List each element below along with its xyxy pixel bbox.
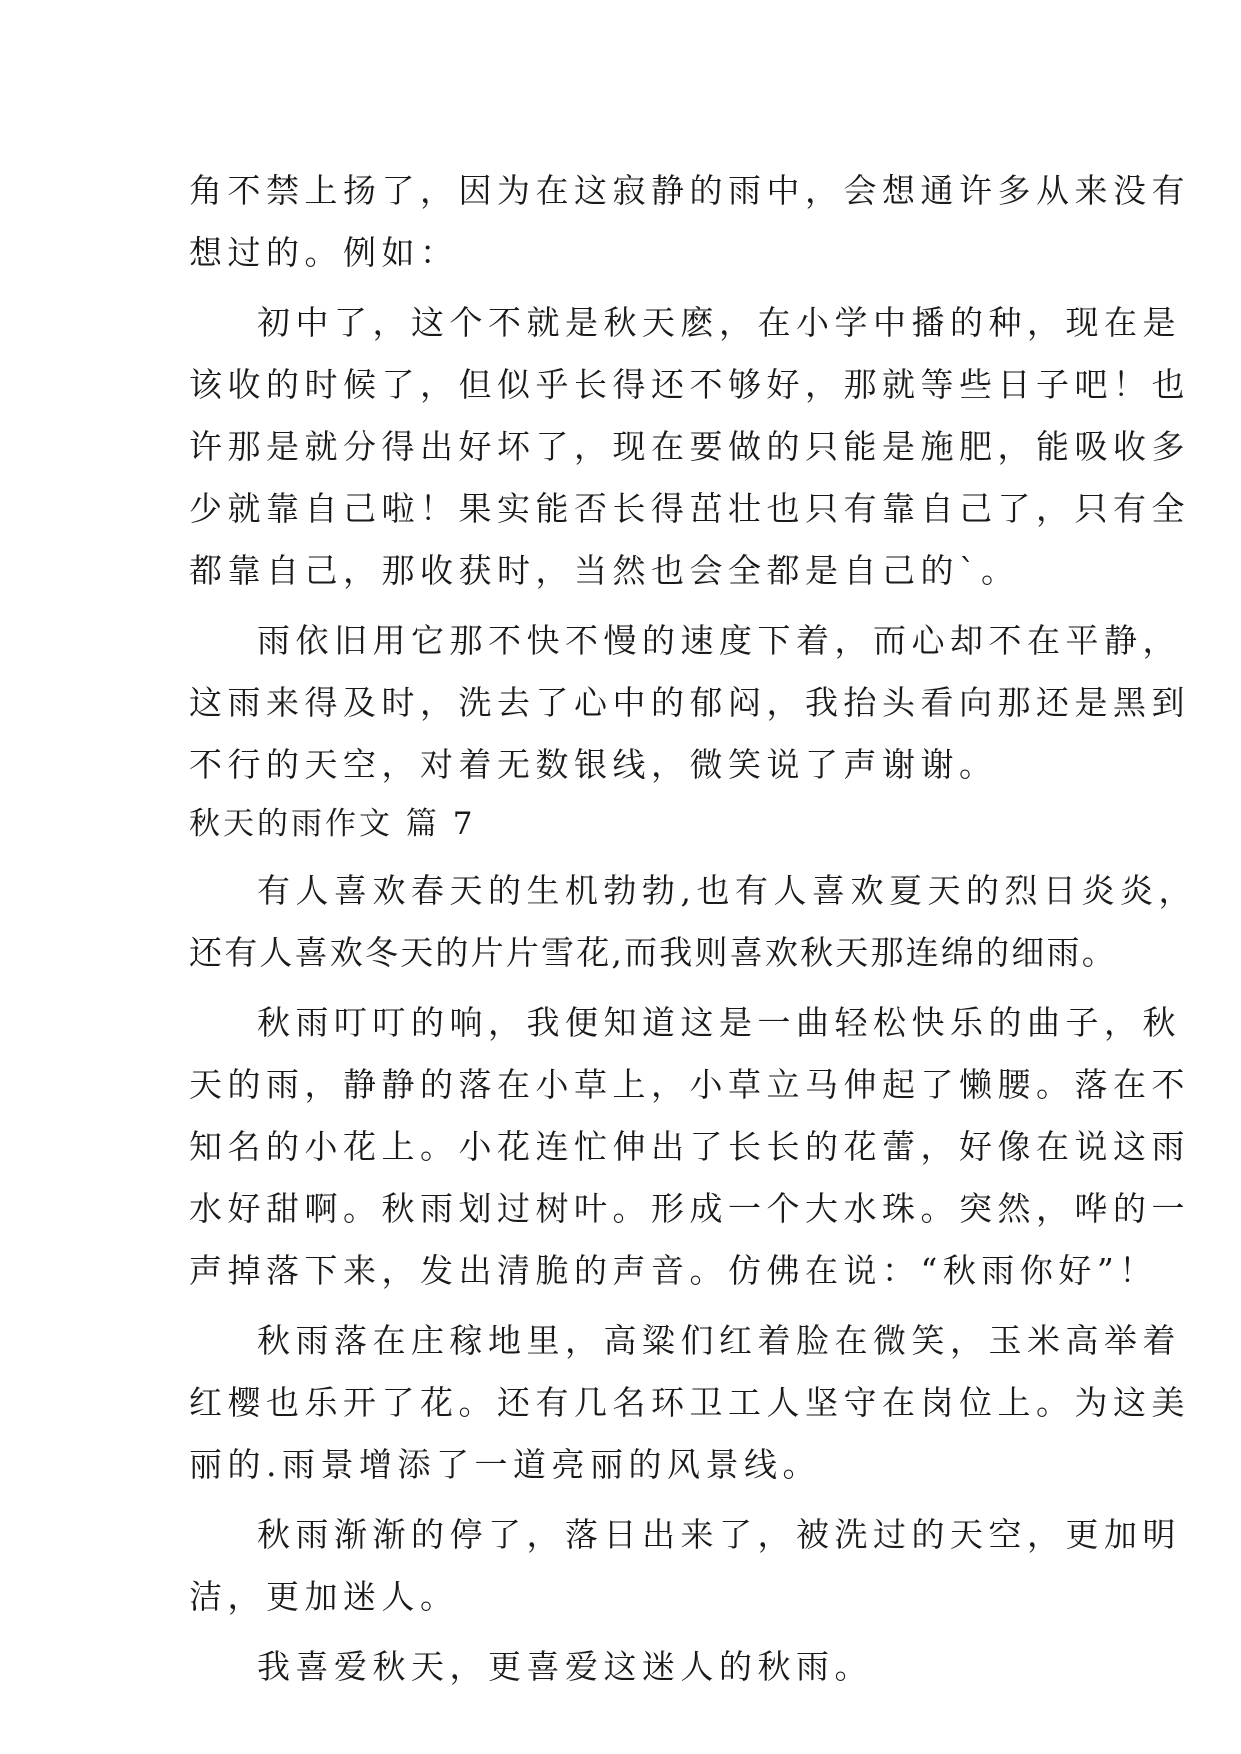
paragraph-8 xyxy=(189,1636,1069,1698)
text-line: 秋雨叮叮的响，我便知道这是一曲轻松快乐的曲子，秋 xyxy=(257,1003,1181,1042)
text-line: 不行的天空，对着无数银线，微笑说了声谢谢。 xyxy=(189,745,998,784)
document-page xyxy=(189,160,1197,1698)
paragraph-3 xyxy=(189,610,1190,796)
paragraph-1 xyxy=(189,160,1190,284)
paragraph-5 xyxy=(189,992,1190,1302)
paragraph-2 xyxy=(189,292,1190,602)
text-line: 红樱也乐开了花。还有几名环卫工人坚守在岗位上。为这美 xyxy=(189,1383,1190,1422)
text-line: 声掉落下来，发出清脆的声音。仿佛在说：“秋雨你好”！ xyxy=(189,1251,1158,1290)
text-line: 角不禁上扬了，因为在这寂静的雨中，会想通许多从来没有 xyxy=(189,171,1190,210)
text-line: 该收的时候了，但似乎长得还不够好，那就等些日子吧！也 xyxy=(189,365,1190,404)
paragraph-7 xyxy=(189,1504,1181,1628)
text-line: 知名的小花上。小花连忙伸出了长长的花蕾，好像在说这雨 xyxy=(189,1127,1190,1166)
text-line: 这雨来得及时，洗去了心中的郁闷，我抬头看向那还是黑到 xyxy=(189,683,1190,722)
text-line: 天的雨，静静的落在小草上，小草立马伸起了懒腰。落在不 xyxy=(189,1065,1190,1104)
text-line: 有人喜欢春天的生机勃勃,也有人喜欢夏天的烈日炎炎， xyxy=(257,871,1197,910)
text-line: 秋雨渐渐的停了，落日出来了，被洗过的天空，更加明 xyxy=(257,1515,1181,1554)
text-line: 雨依旧用它那不快不慢的速度下着，而心却不在平静， xyxy=(257,621,1181,660)
text-line: 还有人喜欢冬天的片片雪花,而我则喜欢秋天那连绵的细雨。 xyxy=(189,933,1117,972)
text-line: 洁，更加迷人。 xyxy=(189,1577,459,1616)
text-line: 少就靠自己啦！果实能否长得茁壮也只有靠自己了，只有全 xyxy=(189,489,1190,528)
text-line: 秋雨落在庄稼地里，高粱们红着脸在微笑，玉米高举着 xyxy=(257,1321,1181,1360)
paragraph-6 xyxy=(189,1310,1190,1496)
text-line: 都靠自己，那收获时，当然也会全都是自己的`。 xyxy=(189,551,1020,590)
text-line: 丽的.雨景增添了一道亮丽的风景线。 xyxy=(189,1445,821,1484)
paragraph-4 xyxy=(189,860,1197,984)
text-line: 初中了，这个不就是秋天麽，在小学中播的种，现在是 xyxy=(257,303,1181,342)
text-line: 许那是就分得出好坏了，现在要做的只能是施肥，能吸收多 xyxy=(189,427,1190,466)
text-line: 水好甜啊。秋雨划过树叶。形成一个大水珠。突然，哗的一 xyxy=(189,1189,1190,1228)
text-line: 想过的。例如： xyxy=(189,233,459,272)
text-line: 我喜爱秋天，更喜爱这迷人的秋雨。 xyxy=(257,1647,873,1686)
section-heading: 秋天的雨作文 篇 7 xyxy=(189,806,476,842)
